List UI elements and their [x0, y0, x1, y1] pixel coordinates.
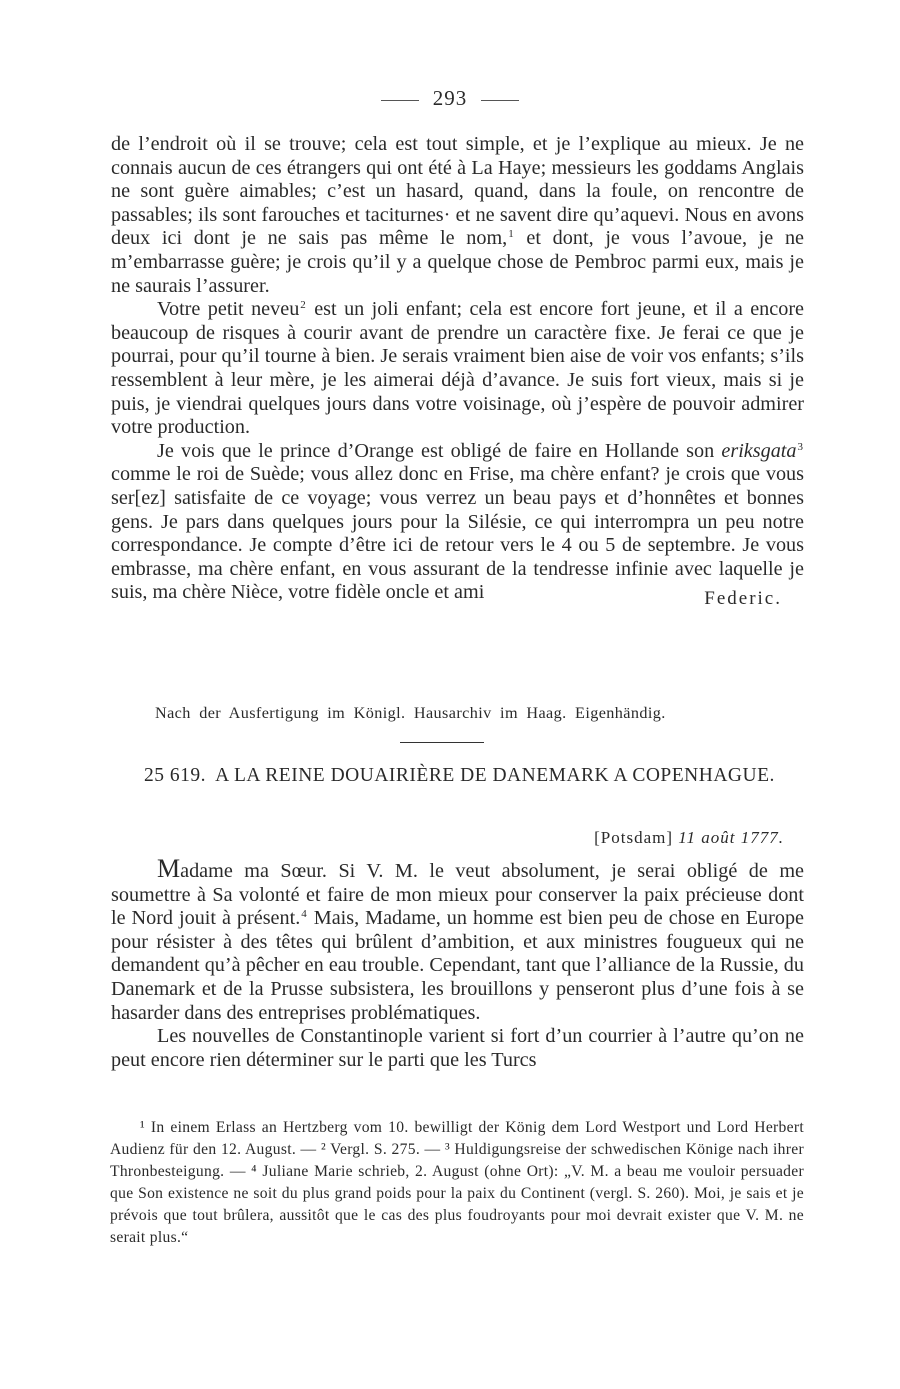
initial-letter: M: [157, 854, 181, 883]
paragraph-text: comme le roi de Suède; vous allez donc en Frise, ma chère enfant? je crois que vous ser[ez] satisfaite de ce voyage; vous verrez un beau pays et d’honnêtes et bonnes gens. Je pars dans quelques jours pour la Silésie, ce qui interrompra un peu notre correspondance. Je compte d’être ici de retour vers le 4 ou 5 de septembre. Je vous embrasse, ma chère enfant, en vous assurant de la tendresse infinie avec laquelle je suis, ma chère Nièce, votre fidèle oncle et ami: [111, 463, 804, 604]
footnote-block: ¹ In einem Erlass an Hertzberg vom 10. bewilligt der König dem Lord Westport und Lord Herbert Audienz für den 12. August. — ² Vergl. S. 275. — ³ Huldigungsreise der schwedischen Könige nach ihrer Thronbesteigung. — ⁴ Juliane Marie schrieb, 2. August (ohne Ort): „V. M. a beau me vouloir persuader que Son existence ne soit du plus grand poids pour la paix du Continent (vergl. S. 260). Moi, je sais et je prévois que tout brûlera, aussitôt que le cas des plus foudroyants pour moi devrait exister que V. M. ne serait plus.“: [110, 1119, 804, 1246]
dateline: [594, 828, 784, 848]
paragraph-text: Votre petit neveu: [157, 298, 300, 321]
paragraph-text: adame ma Sœur. Si V. M. le veut absolument, je serai obligé de me soumettre à Sa volonté et faire de mon mieux pour conserver la paix précieuse dont le Nord jouit à présent.: [111, 860, 804, 930]
letter-2-body: [111, 854, 805, 1072]
section-divider: [400, 742, 484, 743]
letter-1-body: [111, 133, 804, 611]
letter-number: 25 619.: [144, 765, 206, 786]
page-number: 293: [432, 86, 468, 110]
letter-2-paragraph-2: [111, 1025, 804, 1072]
paragraph-text: de l’endroit où il se trouve; cela est tout simple, et je l’explique au mieux. Je ne connais aucun de ces étrangers qui ont été à La Haye; messieurs les goddams Anglais ne sont guère aimables; c’est un hasard, quand, dans la foule, on rencontre de passables; ils sont farouches et taciturnes· et ne savent dire qu’aquevi. Nous en avons deux ici dont je ne sais pas même le nom,: [111, 133, 804, 250]
footnote-ref: 4: [301, 908, 307, 921]
source-note: Nach der Ausfertigung im Königl. Hausarchiv im Haag. Eigenhändig.: [155, 704, 666, 722]
footnote-ref: 2: [300, 299, 306, 312]
dateline-place: [Potsdam]: [594, 828, 674, 847]
signature: Federic.: [704, 588, 782, 610]
paragraph-text: Mais, Madame, un homme est bien peu de chose en Europe pour résister à des têtes qui brûlent d’ambition, et aux ministres fougueux qui ne demandent qu’à pêcher en eau trouble. Cependant, tant que l’alliance de la Russie, du Danemark et de la Prusse subsistera, les brouillons y penseront plus d’une fois à se hasarder dans des entreprises problématiques.: [111, 907, 805, 1024]
paragraph-text: Je vois que le prince d’Orange est obligé de faire en Hollande son: [157, 439, 715, 462]
page-header: [0, 86, 900, 111]
paragraph-text: et dont, je vous l’avoue, je ne m’embarrasse guère; je crois qu’il y a quelque chose de Pembroc parmi eux, mais je ne saurais l’assurer.: [111, 227, 805, 297]
paragraph-text: Les nouvelles de Constantinople varient si fort d’un courrier à l’autre qu’on ne peut encore rien déterminer sur le parti que les Turcs: [111, 1025, 804, 1071]
footnotes: [110, 1117, 804, 1249]
paragraph-text: est un joli enfant; cela est encore fort jeune, et il a encore beaucoup de risques à courir avant de prendre un caractère fixe. Je ferai ce que je pourrai, pour qu’il tourne à bien. Je serais vraiment bien aise de voir vos enfants; s’ils ressemblent à leur mère, je les aimerai déjà d’avance. Je suis fort vieux, mais si je puis, je viendrai quelques jours dans votre voisinage, où j’espère de pouvoir admirer votre production.: [111, 298, 805, 439]
italic-term: eriksgata: [721, 439, 797, 462]
footnote-ref: 1: [508, 228, 514, 241]
dateline-date: 11 août 1777.: [678, 828, 784, 847]
letter-title: A LA REINE DOUAIRIÈRE DE DANEMARK A COPENHAGUE.: [215, 765, 775, 786]
letter-1-paragraph-3: [111, 439, 804, 610]
header-rule-left: [381, 100, 419, 101]
letter-2-paragraph-1: [111, 854, 805, 1025]
footnote-ref: 3: [797, 440, 804, 453]
letter-1-paragraph-2: [111, 298, 804, 440]
letter-1-paragraph-1: [111, 133, 804, 298]
header-rule-right: [481, 100, 519, 101]
letter-2-heading: [130, 763, 790, 789]
